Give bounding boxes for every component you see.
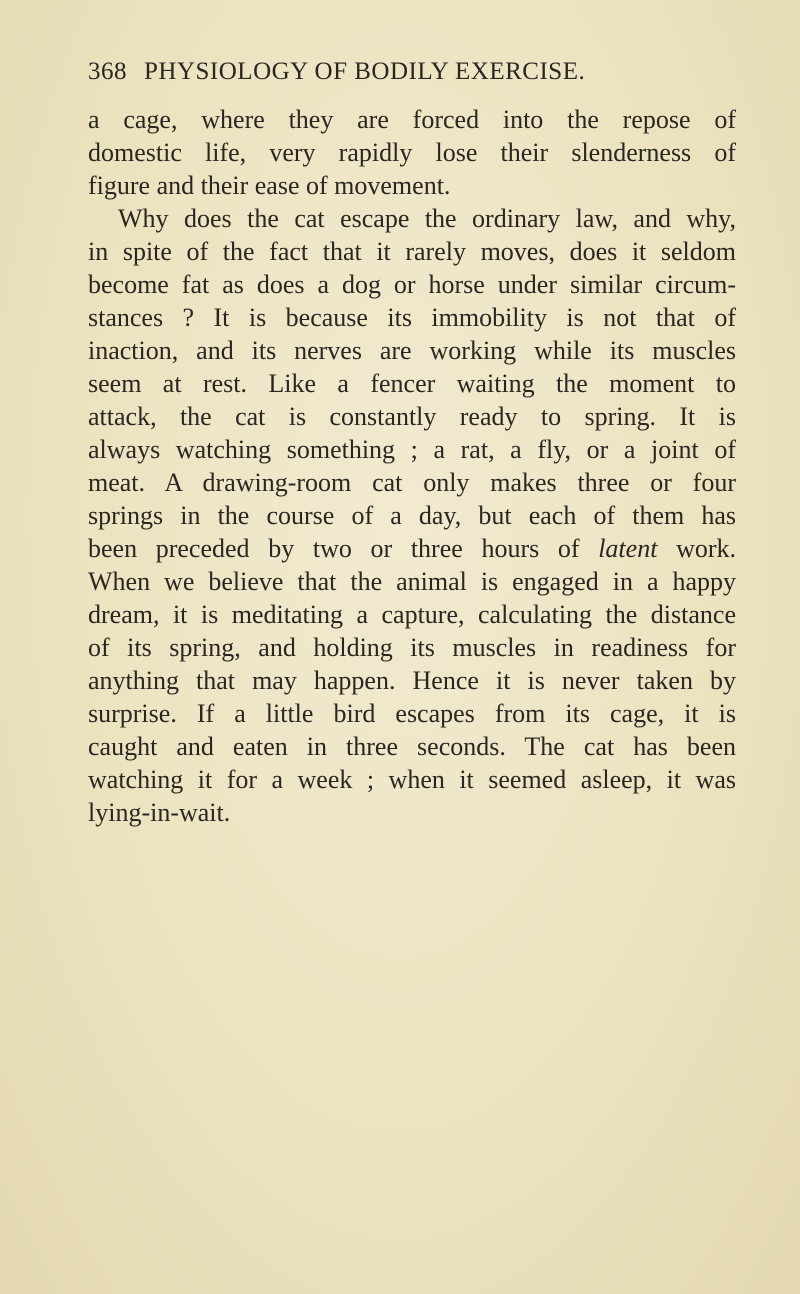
text-line: When we believe that the animal is engaged in a happy xyxy=(88,567,736,596)
running-title: PHYSIOLOGY OF BODILY EXERCISE. xyxy=(144,58,586,85)
text-line: lying-in-wait. xyxy=(88,798,231,827)
text-line: figure and their ease of movement. xyxy=(88,171,451,200)
text-run: been preceded by two or three hours of xyxy=(88,534,599,563)
text-line: a cage, where they are forced into the repose of xyxy=(88,105,736,134)
text-line: watching it for a week ; when it seemed asleep, it was xyxy=(88,765,736,794)
emphasized-word: latent xyxy=(598,534,658,563)
page-number: 368 xyxy=(88,58,127,85)
running-head xyxy=(88,58,720,92)
text-line: become fat as does a dog or horse under similar circum- xyxy=(88,270,736,299)
text-line: surprise. If a little bird escapes from its cage, it is xyxy=(88,699,736,728)
text-line: seem at rest. Like a fencer waiting the moment to xyxy=(88,369,736,398)
text-line: Why does the cat escape the ordinary law, and why, xyxy=(118,204,736,233)
text-run: work. xyxy=(657,534,736,563)
text-line-with-emphasis xyxy=(88,532,736,565)
text-line: stances ? It is because its immobility is not that of xyxy=(88,303,736,332)
text-line: springs in the course of a day, but each of them has xyxy=(88,501,736,530)
text-line: dream, it is meditating a capture, calculating the distance xyxy=(88,600,736,629)
text-line: in spite of the fact that it rarely moves, does it seldom xyxy=(88,237,736,266)
body-text xyxy=(88,103,736,829)
text-line: meat. A drawing-room cat only makes three or four xyxy=(88,468,736,497)
text-line: anything that may happen. Hence it is never taken by xyxy=(88,666,736,695)
text-line: of its spring, and holding its muscles in readiness for xyxy=(88,633,736,662)
paragraph-2 xyxy=(88,202,736,829)
paragraph-1 xyxy=(88,103,736,202)
text-line: always watching something ; a rat, a fly, or a joint of xyxy=(88,435,736,464)
text-line: caught and eaten in three seconds. The cat has been xyxy=(88,732,736,761)
text-line: inaction, and its nerves are working while its muscles xyxy=(88,336,736,365)
text-line: domestic life, very rapidly lose their slenderness of xyxy=(88,138,736,167)
text-line: attack, the cat is constantly ready to spring. It is xyxy=(88,402,736,431)
